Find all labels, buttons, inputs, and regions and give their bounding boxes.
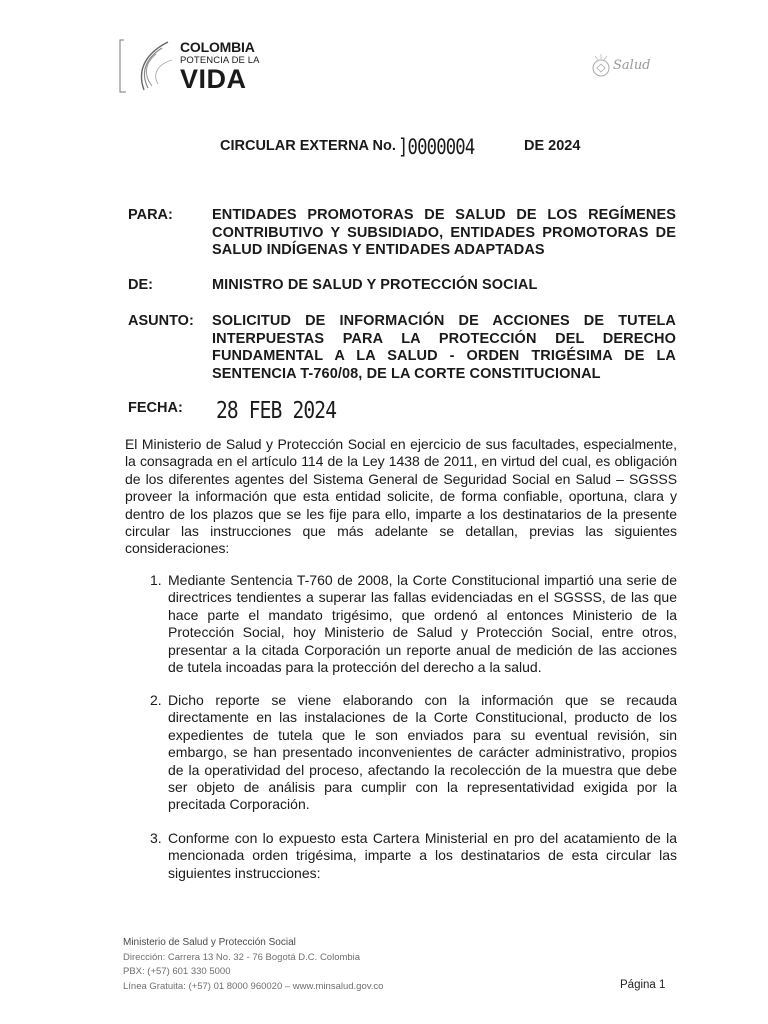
footer-hotline: Línea Gratuita: (+57) 01 8000 960020 – www.minsalud.gov.co <box>123 980 384 992</box>
de-value: MINISTRO DE SALUD Y PROTECCIÓN SOCIAL <box>212 277 538 293</box>
footer-ministry: Ministerio de Salud y Protección Social <box>123 937 296 948</box>
asunto-value: SOLICITUD DE INFORMACIÓN DE ACCIONES DE TUTELA INTERPUESTAS PARA LA PROTECCIÓN DEL DERECHO FUNDAMENTAL A LA SALUD - ORDEN TRIGÉSIMA DE LA SENTENCIA T-760/08, DE LA CORTE CONSTITUCIONAL <box>212 313 676 382</box>
intro-paragraph: El Ministerio de Salud y Protección Social en ejercicio de sus facultades, especialmente, la consagrada en el artículo 114 de la Ley 1438 de 2011, en virtud del cual, es obligación de los diferentes agentes del Sistema General de Seguridad Social en Salud – SGSSS proveer la información que esta entidad solicite, de forma confiable, oportuna, clara y dentro de los plazos que se les fije para ello, imparte a los destinatarios de la presente circular las instrucciones que más adelante se detallan, previas las siguientes consideraciones: <box>125 436 677 557</box>
para-value: ENTIDADES PROMOTORAS DE SALUD DE LOS REGÍMENES CONTRIBUTIVO Y SUBSIDIADO, ENTIDADES PROMOTORAS DE SALUD INDÍGENAS Y ENTIDADES ADAPTADAS <box>212 207 676 258</box>
salud-seal-text: Salud <box>613 58 651 73</box>
footer-address <box>123 936 383 994</box>
fecha-label: FECHA: <box>128 400 183 416</box>
logo-line-colombia: COLOMBIA <box>180 39 255 55</box>
logo-line-vida: VIDA <box>180 64 247 94</box>
colombia-swoosh-icon <box>118 38 176 94</box>
footer-address-line: Dirección: Carrera 13 No. 32 - 76 Bogotá D.C. Colombia <box>123 951 361 963</box>
list-item-number: 1. <box>150 572 162 588</box>
circular-year: DE 2024 <box>524 138 581 154</box>
footer-phone: PBX: (+57) 601 330 5000 <box>123 966 231 977</box>
page-number: Página 1 <box>620 979 666 991</box>
salud-emblem-icon <box>590 52 612 80</box>
colombia-logo <box>118 38 278 100</box>
circular-title: CIRCULAR EXTERNA No. <box>220 138 396 154</box>
list-item-text: Conforme con lo expuesto esta Cartera Ministerial en pro del acatamiento de la mencionada orden trigésima, imparte a los destinatarios de esta circular las siguientes instrucciones: <box>168 830 677 881</box>
de-label: DE: <box>128 277 153 293</box>
list-item-number: 3. <box>150 830 162 846</box>
fecha-value: 28 FEB 2024 <box>216 398 337 424</box>
asunto-label: ASUNTO: <box>128 313 194 329</box>
list-item-text: Dicho reporte se viene elaborando con la información que se recauda directamente en las instalaciones de la Corte Constitucional, producto de los expedientes de tutela que le son enviados para su eventual revisión, sin embargo, se han presentado inconvenientes de carácter administrativo, propios de la operatividad del proceso, afectando la recolección de la muestra que debe ser objeto de análisis para cumplir con la representatividad exigida por la precitada Corporación. <box>168 692 677 813</box>
logo-line-potencia: POTENCIA DE LA <box>180 55 260 66</box>
salud-seal <box>590 52 680 82</box>
logo-wordmark <box>180 40 260 92</box>
list-item-number: 2. <box>150 692 162 708</box>
para-label: PARA: <box>128 207 173 223</box>
circular-number: ]0000004 <box>398 135 475 159</box>
list-item-text: Mediante Sentencia T-760 de 2008, la Corte Constitucional impartió una serie de directrices tendientes a superar las fallas evidenciadas en el SGSSS, de las que hace parte el mandato trigésimo, que ordenó al entonces Ministerio de la Protección Social, hoy Ministerio de Salud y Protección Social, entre otros, presentar a la citada Corporación un reporte anual de medición de las acciones de tutela incoadas para la protección del derecho a la salud. <box>168 572 677 676</box>
